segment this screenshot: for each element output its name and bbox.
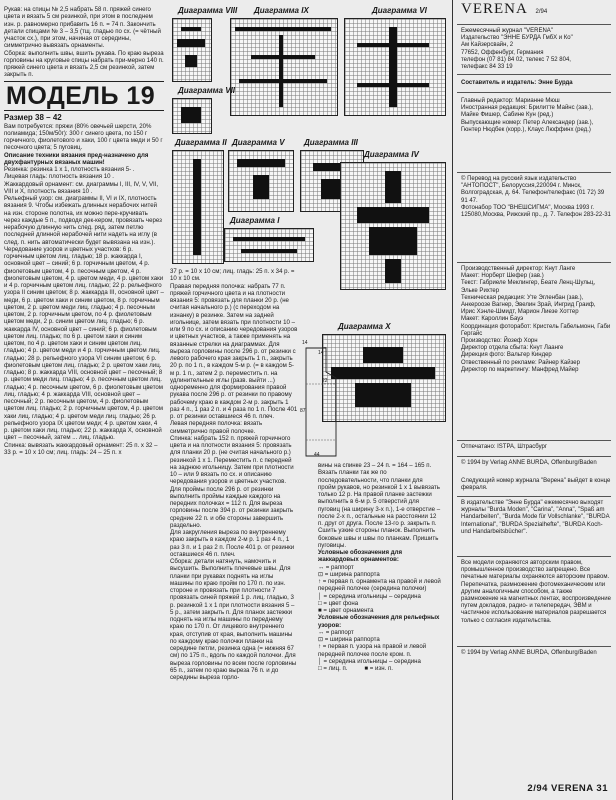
diagram-vi-grid xyxy=(344,18,446,116)
instructions-column-3 xyxy=(318,462,442,672)
diagram-i-label: Диаграмма I xyxy=(230,216,280,225)
garment-schematic xyxy=(300,344,342,460)
diagram-viii-label: Диаграмма VIII xyxy=(178,6,238,15)
instructions-column-2 xyxy=(170,268,298,681)
legend-item: □ = лиц. п. ■ = изн. п. xyxy=(318,665,393,672)
materials-paragraph: Вам потребуется: пряжи (80% овечьей шерсти, 20% полиамида; 150м/50г): 300 г синего цвета, по 150 г горчичного, фиолетового и хаки, 100 г цвета меди и 50 г песочного цвета; 5 пуговиц. xyxy=(4,122,165,152)
legend-item: □ = цвет фона xyxy=(318,599,359,607)
ribbing-paragraph: Резинка: резинка 1 х 1, плотность вязания 5- . xyxy=(4,166,135,173)
diagram-v-grid xyxy=(228,150,294,212)
dim-label-4: 22 xyxy=(322,378,328,384)
editorial-staff: Главный редактор: Марианне Мюш Иностранная редакция: Брилитте Майнс (зав.), Майке Фишер, Сабине Кун (ред.) Выпускающие номер: Петер Александер (зав.), Гюнтер Нюдбек (корр.), Клаус Люффинх (ред.) xyxy=(461,98,594,133)
russian-edition: © Перевод на русский язык издательство "АНТОПОСТ", Белоруссия,220094 г. Минск, Волгоградская, д. 64. Телефон/телефакс (01 72) 39 91 47. Фотонабор ТОО "ВНЕШСИГМА", Москва 1993 г. 125080,Москва, Рижский пр., д. 7. Телефон 283-22-31 xyxy=(461,176,611,219)
jacquard-legend-title: Условные обозначения для жаккардовых орнаментов: xyxy=(318,549,404,564)
assembly-paragraph: Сборка: выполнить швы, вшить рукава. По краю выреза горловины на круговые спицы набрать при-мерно 140 п. пряжей синего цвета и вязать 2,5 см резинкой, затем закрыть п. xyxy=(4,49,166,79)
legend-item: │ = середина игольницы – середина xyxy=(318,592,421,600)
diagram-iv-label: Диаграмма IV xyxy=(364,150,419,159)
diagram-ix-label: Диаграмма IX xyxy=(254,6,309,15)
dim-label-3: 87 xyxy=(300,408,306,414)
model-title: МОДЕЛЬ 19 xyxy=(4,81,164,111)
copyright-2: © 1994 by Verlag ANNE BURDA, Offenburg/Baden xyxy=(461,650,597,656)
legend-item: ↔ = раппорт xyxy=(318,563,354,571)
sleeve-paragraph: Рукав: на спицы № 2,5 набрать 58 п. пряжей синего цвета и вязать 5 см резинкой, при этом в последнем изн. р. равномерно прибавить 16 п. = 74 п. Закончить детали спицами № 3 – 3,5 (тщ. гладью по сх. (= чётный участок сх.), при этом, начиная от середины, симметрично вывязать орнаменты. xyxy=(4,6,163,50)
legend-item: ⊡ = ширина раппорта xyxy=(318,636,380,643)
page-footer: 2/94 VERENA 31 xyxy=(527,783,608,794)
legend-item: ↑ = первая п. орнамента на правой и левой передней полочке (середина полочки) xyxy=(318,578,443,593)
right-front-paragraph: Правая передняя полочка: набрать 77 п. пряжей горчичного цвета и на плотности вязания 5: провязать для планки 20 р. (не считая начального р.) (с переходом на изнанку) в резинке. Затем на задней игольнице, затем вязать при плотности 10 – или 9 по сх. и описанию чередования узоров и цветных участков, а также применять на вязанные стрелки на диаграммах. Для выреза горловины после 296 р. от резинки с левого рабочего края закрыть 1 п., закрыть 20 р. по 1 п., в каждом 5-м р. (= в каждом 5-м р. 1 п., затем 2 р. переместить п. на удлинительные иглы (разв. выйти ...) одноременно для формирования правой рукава после 296 р. от резинки по правому рабочему краю в каждом 2-м р. закрыть 1 раз 4 п., 1 раз 2 п. и 4 раза по 1 п. После 401 р. от резинки оставшиеся 46 п. плеч. xyxy=(170,282,300,420)
dim-label-5: 44 xyxy=(314,452,320,458)
issue-number: 2/94 xyxy=(535,9,548,15)
sequence-paragraph: Чередование узоров и цветных участков: 6 р. горчичным цветом лиц. гладью; 18 р. жаккарда I, основной цвет – синий; 6 р. горчичным цветом, 4 р. фиолетовым цветом, 4 р. песочным цветом, 4 р. фиолетовым цветом, 4 р. цветом меди, 4 р. цветом хаки и 4 р. горчичным цветом лиц. гладью; 22 р. рельефного узора II синим цветом; 8 р. жаккарда III, основной цвет – меди, 6 р. цветом хаки и синим цветом, 8 р. горчичным цветом, 2 р. цветом меди лиц. гладью; 4 р. песочным цветом, 2 р. горчичным цветом, по 4 р. фиолетовым цветом меди, 2 р. синим цветом лиц. гладью; 6 р. жаккарда IV, основной цвет – синий; 6 р. фиолетовым цветом лиц. гладью; по 6 р. цветом хаки и синим цветом, по 4 р. цветом хаки и синим цветом лиц. гладью; 4 р. цветом меди и 4 р. горчичным цветом лиц. гладью; 28 р. рельефного узора VI синим цветом; 6 р. фиолетовым цветом лиц. гладью; 2 р. цветом хаки лиц. гладью; 8 р. жаккарда VIII, основной цвет – песочный; 8 р. цветом меди лиц. гладью; 4 р. песочным цветом лиц. гладью; 4 р. песочным цветом, 6 р. фиолетовым цветом лиц. гладью; 4 р. жаккарда VIII, основной цвет – песочный; 2 р. песочным цветом, 4 р. фиолетовым цветом лиц. гладью; 2 р. горчичным цветом, 4 р. цветом хаки лиц. гладью; 4 р. цветом меди лиц. гладью; 26 р. рельефного узора IX цветом меди; 4 р. цветом хаки, 4 р. цветом хаки лиц. гладью; 22 р. жаккарда X, основной цвет – песочный, затем ... лиц. гладью. xyxy=(4,245,166,442)
verena-logo: VERENA xyxy=(461,1,528,17)
back-paragraph: Спинка: вывязать жаккардовый орнамент: 25 п. х 32 – 33 р. = 10 х 10 см; лиц. гладь: 24 – 25 п. х xyxy=(4,441,160,456)
printed-by: Отпечатано: ISTPA, Штрасбург xyxy=(461,444,548,450)
diagram-iii-label: Диаграмма III xyxy=(304,138,358,147)
imprint-sidebar xyxy=(452,0,615,800)
production-staff: Производственный директор: Кнут Ланге Макет: Норберт Шефер (зав.) Текст: Габриеле Меклингер, Беате Ленц-Шульц, Эльке Рихтер Техническая редакция: Уте Эгленбан (зав.), Анкероозе Вагнер, Эвелин Зрай, Ингрид Граиф, Ирис Хэнле-Шмидт, Марион Лиезе Хоттер Макет: Кароллин Бауэ Координация фоторабот: Кристель Габельмонн, Габи Гергайс Производство: Йозеф Хорн Директор отдела сбыта: Кнут Лаанге Дирекция фото: Вальтер Киндер Отвественный по рекламе: Райнер Кайзер Директор по маркетингу: Манфред Майер xyxy=(461,266,611,373)
gauge-paragraph: 37 р. = 10 х 10 см; лиц. гладь: 25 п. х 34 р. = 10 х 10 см. xyxy=(170,268,297,283)
diagram-v-label: Диаграмма V xyxy=(232,138,285,147)
diagram-vi-label: Диаграмма VI xyxy=(372,6,427,15)
aenne-burda-titles: В издательстве "Энне Бурда" ежемесячно выходят журналы "Burda Moden", "Carina", "Anna", "Spaß am Handarbeiten", "Burda Mode für Vollschlanke", "BURDA International", "BURDA Spezialhefte", "BURDA Koch- und Handarbeitsbücher". xyxy=(461,500,611,535)
legend-item: │ = середина игольницы – середина xyxy=(318,657,421,665)
neckline-paragraph: Для закругления выреза по внутреннему краю закрыть в каждом 2-м р. 1 раз 4 п., 1 раз 3 п. и 1 раз 2 п. После 401 р. от резинки оставшиеся 46 п. плеч. xyxy=(170,529,296,558)
diagram-x-label: Диаграмма X xyxy=(338,322,391,331)
left-front-paragraph: Левая передняя полочка: вязать симметрично правой полочке. xyxy=(170,420,264,435)
diagram-ii-grid xyxy=(172,150,224,264)
bands-paragraph: вины на спинке 23 – 24 п. = 164 – 165 п. Вязать планки так же по последовательности, что планки для пройм рукавов, но резинкой 1 х 1 вывязать только 12 р. На правой планке застежки выполнить в 6-м р. 5 отверстий для пуговиц (на ширину 3-х п.), 1-е отверстие – после 2-х п., остальные на расстоянии 12 п. друг от друга. После 13-го р. закрыть п. Сшить узкие стороны планок. Выполнить боковые швы и швы по планкам. Пришить пуговицы. xyxy=(318,462,442,549)
legend-item: ↔ = раппорт xyxy=(318,628,354,636)
diagram-iv-grid xyxy=(340,162,446,290)
diagram-ii-label: Диаграмма II xyxy=(175,138,227,147)
masthead xyxy=(461,1,611,17)
publisher-address: Ежемесячный журнал "VERENA" Издательство "ЭННЕ БУРДА ГмбХ и Ко" Ам Кайзерсвайн, 2 77652, Оффенбург, Германия телефон (07 81) 84 02, телекс 7 52 804, телефакс 84 33 19 xyxy=(461,28,573,71)
relief-legend-title: Условные обозначения для рельефных узоров: xyxy=(318,614,442,629)
legend-item: ↑ = первая п. узора на правой и левой передней полочке после кром. п. xyxy=(318,643,428,658)
diagram-vii-grid xyxy=(172,98,212,134)
stockinette-paragraph: Лицевая гладь: плотность вязания 10 . xyxy=(4,173,114,181)
diagram-ix-grid xyxy=(230,18,338,116)
next-issue-note: Следующий номер журнала "Верена" выйдет в конце февраля. xyxy=(461,478,613,492)
publisher-line: Составитель и издатель: Энне Бурда xyxy=(461,80,573,86)
technique-note: Описание техники вязания пред-назначено для двухфантурных вязаных машин! xyxy=(4,151,151,166)
jacquard-paragraph: Жаккардовый орнамент: см. диаграммы I, III, IV, V, VII, VIII и X, плотность вязания 10 . xyxy=(4,180,160,195)
instructions-column-1 xyxy=(4,6,164,456)
back-piece-paragraph: Спинка: набрать 152 п. пряжей горчичного цвета и на плотности вязания 5: провязать для планки 20 р. (не считая начального р.) резинкой 1 х 1. Переместить п. с передней на заднюю игольницу. Затем при плотности 10 – или 9 вязать по сх. и описанию чередования узоров и цветных участков. Для проймы после 296 р. от резинки выполнить проймы каждые каждого на передних полочках = 112 п. Для выреза горловины после 394 р. от резинки закрыть средние 22 п. и обе стороны завершить раздельно. xyxy=(170,434,296,529)
legend-item: ■ = цвет орнамента xyxy=(318,607,374,614)
diagram-vii-label: Диаграмма VII xyxy=(178,86,236,95)
rights-notice: Все модели охраняются авторским правом, промышленное производство запрещено. Все печатные материалы охраняются авторским правом. Перепечатка, размножение фотомеханическим или другим аналогичным способом, а также размножение на магнитных лентах, воспроизведение путем докладов, радио- и телепередач, ЭВМ и частичное использование материалов разрешается только с согласия издательства. xyxy=(461,560,613,624)
dim-label-1: 14 xyxy=(302,340,308,346)
dim-label-2: 14 xyxy=(318,350,324,356)
relief-paragraph: Рельефный узор: см. диаграммы II, VI и IX, плотность вязания 9. Чтобы избежать длинных нерабочих нитей на изн. стороне полотна, их можно пере-кручивать через каждые 5 п., подводя дек-кером, провязать через нерабочую длинную нить след. ряд, затем петлю последней длинной нерабочей нити надеть на иглу (в след. п. нить автоматически будет вывязана на изн.). xyxy=(4,195,164,246)
size-heading: Размер 38 – 42 xyxy=(4,112,62,122)
diagram-viii-grid xyxy=(172,18,212,82)
copyright-1: © 1994 by Verlag ANNE BURDA, Offenburg/Baden xyxy=(461,460,597,466)
legend-item: ⊡ = ширина раппорта xyxy=(318,570,380,578)
finishing-paragraph: Сборка: детали натянуть, намочить и высушить. Выполнить плечевые швы. Для планки при рукавах поднять на иглы машины по краю пройм по 170 п. по изн. стороне и провязать при плотности 7 провязать синей пряжей 1 р. лиц. гладью, 3 р. резинкой 1 х 1 при плотности вязания 5 – 5 р., затем закрыть п. Для планок застежки поднять на иглы машины по переднему краю по 170 п. От лицевого внутреннего края, отступив от края, выполнить машины по каждому краю полочки планки на середине петли, резинка одна (= нижняя 67 см) по 175 п., вдоль по каждой полочки. Для выреза горловины по всем после горловины 65 п., затем по краю выреза 76 п. и до середины выреза горло- xyxy=(170,558,298,681)
diagram-i-grid xyxy=(224,228,314,262)
